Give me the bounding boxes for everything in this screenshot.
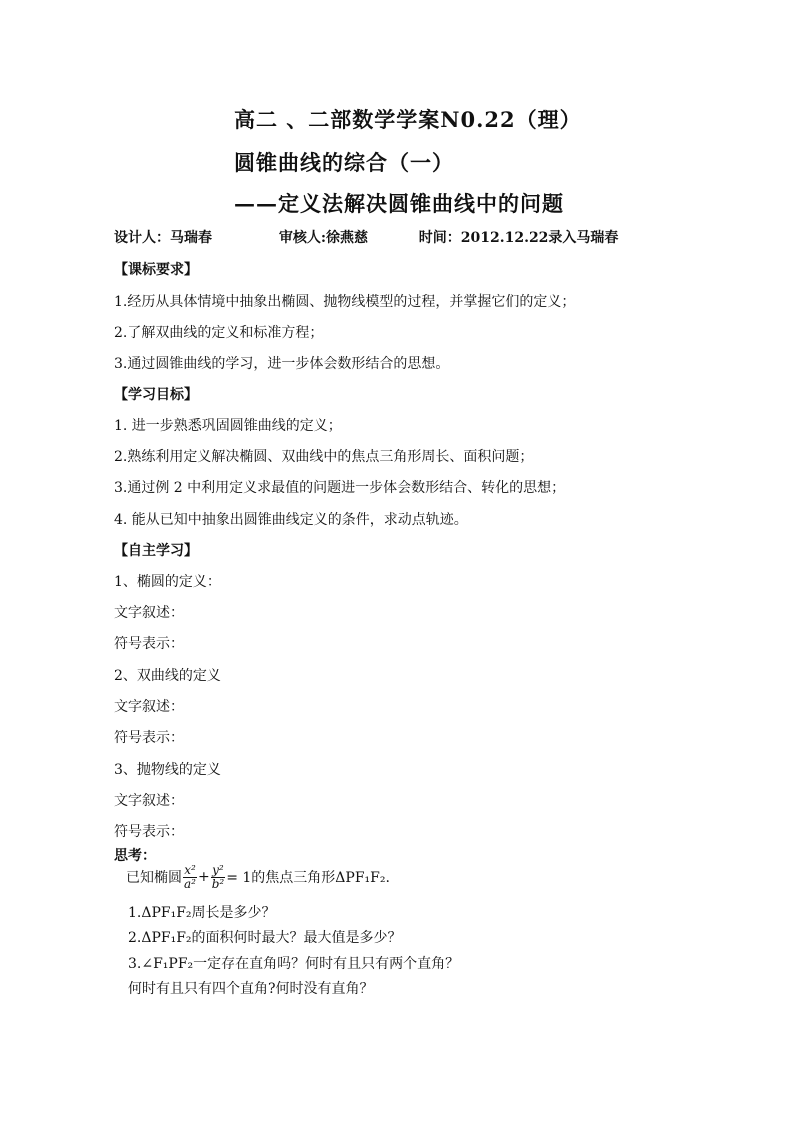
list-item: 3、抛物线的定义 <box>114 762 221 778</box>
fraction-y2-b2 <box>211 864 226 891</box>
page-subtitle-topic: ——定义法解决圆锥曲线中的问题 <box>234 191 564 216</box>
page-subtitle: 圆锥曲线的综合（一） <box>234 150 454 175</box>
plus-sign: + <box>197 869 210 885</box>
reviewer-label: 审核人:徐燕慈 <box>278 230 369 246</box>
fraction-denominator: b² <box>211 876 225 891</box>
section-heading-goals: 【学习目标】 <box>114 387 198 403</box>
fraction-x2-a2 <box>183 864 197 891</box>
list-item: 2.熟练利用定义解决椭圆、双曲线中的焦点三角形周长、面积问题； <box>114 449 534 465</box>
list-item: 1、椭圆的定义： <box>114 574 221 590</box>
list-item: 文字叙述： <box>114 699 184 715</box>
list-item: 符号表示： <box>114 636 184 652</box>
thinking-intro-prefix: 已知椭圆 <box>126 870 182 886</box>
thinking-question-2: 2.ΔPF₁F₂的面积何时最大？最大值是多少？ <box>128 930 402 946</box>
author-meta <box>114 227 618 247</box>
list-item: 文字叙述： <box>114 605 184 621</box>
list-item: 符号表示： <box>114 730 184 746</box>
list-item: 2、双曲线的定义 <box>114 668 221 684</box>
designer-label: 设计人：马瑞春 <box>114 230 212 246</box>
list-item: 3.通过例 2 中利用定义求最值的问题进一步体会数形结合、转化的思想； <box>114 480 566 496</box>
fraction-numerator: y² <box>212 862 224 877</box>
page-title: 高二 、二部数学学案N0.22（理） <box>234 107 582 132</box>
section-heading-requirements: 【课标要求】 <box>114 262 198 278</box>
list-item: 文字叙述： <box>114 793 184 809</box>
thinking-heading: 思考： <box>114 848 156 864</box>
list-item: 1. 进一步熟悉巩固圆锥曲线的定义； <box>114 418 342 434</box>
fraction-numerator: x² <box>184 862 196 877</box>
list-item: 符号表示： <box>114 824 184 840</box>
list-item: 1.经历从具体情境中抽象出椭圆、抛物线模型的过程，并掌握它们的定义； <box>114 294 576 310</box>
date-label: 时间：2012.12.22录入马瑞春 <box>418 230 619 246</box>
list-item: 3.通过圆锥曲线的学习，进一步体会数形结合的思想。 <box>114 356 450 372</box>
fraction-denominator: a² <box>184 876 196 891</box>
thinking-intro <box>126 860 390 894</box>
thinking-question-1: 1.ΔPF₁F₂周长是多少？ <box>128 905 276 921</box>
section-heading-self-study: 【自主学习】 <box>114 543 198 559</box>
thinking-question-3: 3.∠F₁PF₂一定存在直角吗？何时有且只有两个直角？ <box>128 956 460 972</box>
thinking-intro-suffix: = 1的焦点三角形ΔPF₁F₂. <box>226 870 390 886</box>
list-item: 2.了解双曲线的定义和标准方程； <box>114 325 324 341</box>
list-item: 4. 能从已知中抽象出圆锥曲线定义的条件，求动点轨迹。 <box>114 512 468 528</box>
thinking-question-4: 何时有且只有四个直角?何时没有直角？ <box>128 981 374 997</box>
